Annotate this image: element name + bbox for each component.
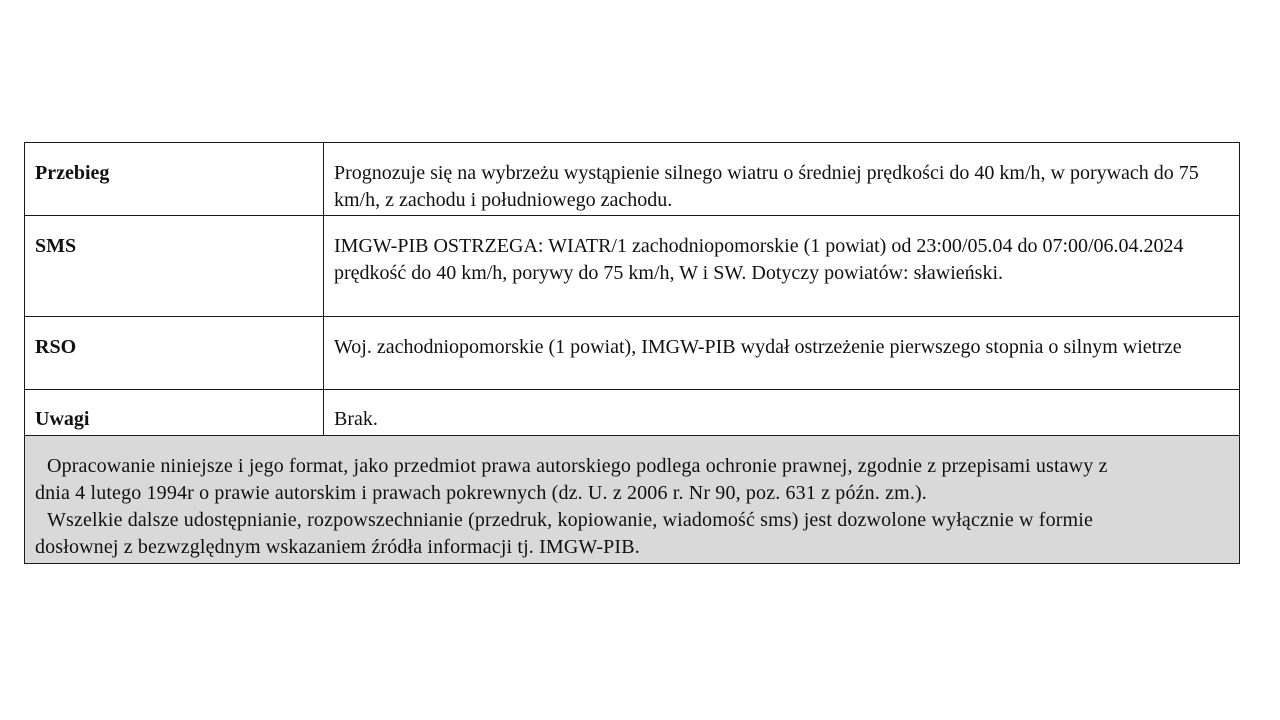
warning-table [24, 142, 1240, 564]
table-row-sms [25, 216, 1240, 317]
copyright-line-4: dosłownej z bezwzględnym wskazaniem źródła informacji tj. IMGW-PIB. [35, 536, 640, 558]
copyright-footer-row [25, 436, 1240, 564]
row-label-sms: SMS [25, 216, 324, 317]
row-value-rso: Woj. zachodniopomorskie (1 powiat), IMGW-PIB wydał ostrzeżenie pierwszego stopnia o silnym wietrze [324, 317, 1240, 390]
table-row-rso [25, 317, 1240, 390]
table-row-przebieg [25, 143, 1240, 216]
copyright-line-1: Opracowanie niniejsze i jego format, jako przedmiot prawa autorskiego podlega ochronie prawnej, zgodnie z przepisami ustawy z [47, 455, 1108, 477]
row-label-uwagi: Uwagi [25, 390, 324, 436]
row-value-przebieg: Prognozuje się na wybrzeżu wystąpienie silnego wiatru o średniej prędkości do 40 km/h, w porywach do 75 km/h, z zachodu i południowego zachodu. [324, 143, 1240, 216]
copyright-line-2: dnia 4 lutego 1994r o prawie autorskim i prawach pokrewnych (dz. U. z 2006 r. Nr 90, poz. 631 z późn. zm.). [35, 482, 927, 504]
table-row-uwagi [25, 390, 1240, 436]
row-label-przebieg: Przebieg [25, 143, 324, 216]
row-label-rso: RSO [25, 317, 324, 390]
row-value-uwagi: Brak. [324, 390, 1240, 436]
row-value-sms: IMGW-PIB OSTRZEGA: WIATR/1 zachodniopomorskie (1 powiat) od 23:00/05.04 do 07:00/06.04.2024 prędkość do 40 km/h, porywy do 75 km/h, W i SW. Dotyczy powiatów: sławieński. [324, 216, 1240, 317]
copyright-line-3: Wszelkie dalsze udostępnianie, rozpowszechnianie (przedruk, kopiowanie, wiadomość sms) jest dozwolone wyłącznie w formie [47, 509, 1093, 531]
copyright-notice [25, 436, 1240, 564]
